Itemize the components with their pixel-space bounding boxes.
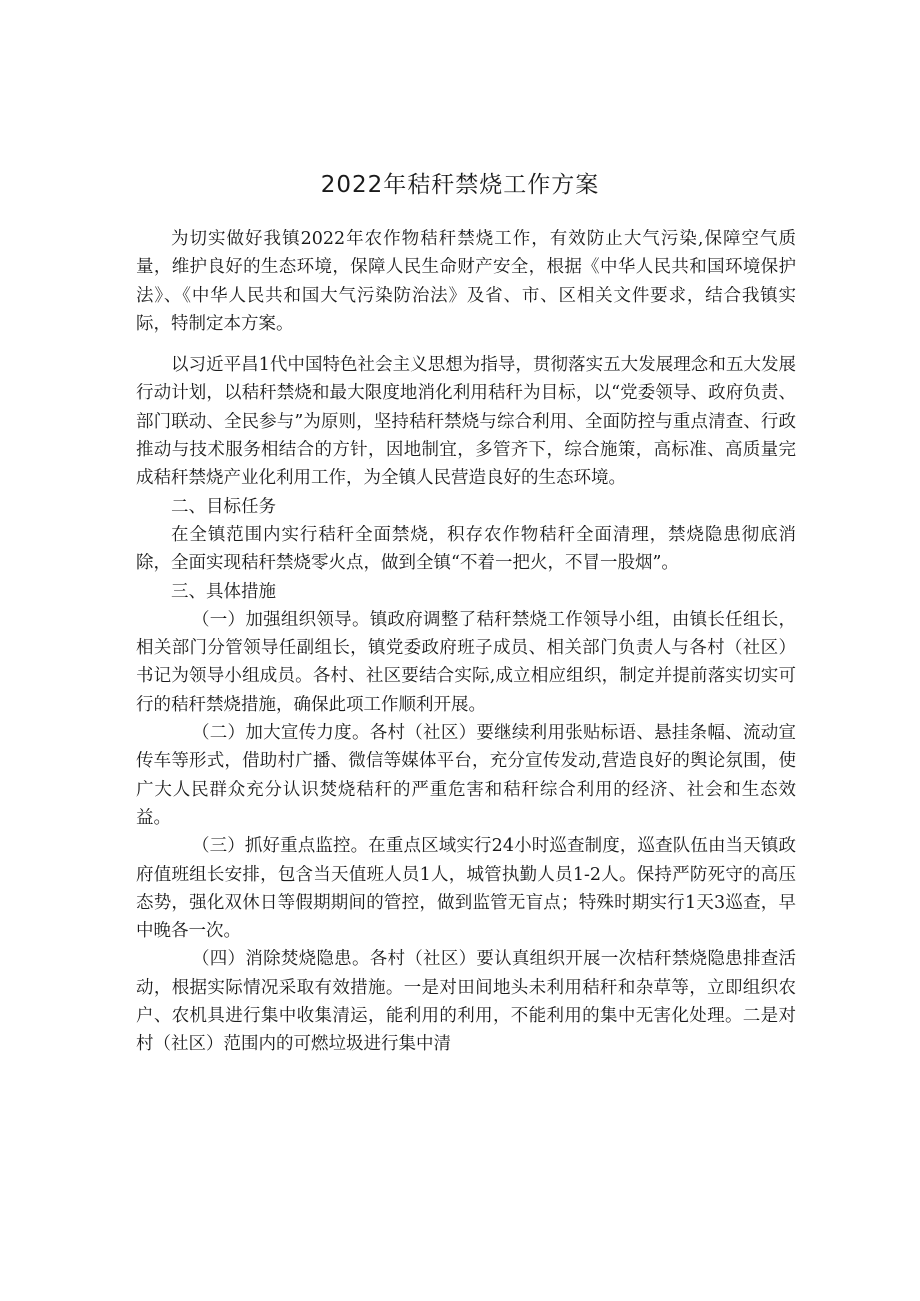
- measure-paragraph-2: （二）加大宣传力度。各村（社区）要继续利用张贴标语、悬挂条幅、流动宣传车等形式，借助村广播、微信等媒体平台，充分宣传发动,营造良好的舆论氛围，使广大人民群众充分认识焚烧秸秆的严重危害和秸秆综合利用的经济、社会和生态效益。: [136, 723, 796, 828]
- measure-paragraph-4: （四）消除焚烧隐患。各村（社区）要认真组织开展一次桔秆禁烧隐患排查活动，根据实际情况采取有效措施。一是对田间地头未利用秸秆和杂草等，立即组织农户、农机具进行集中收集清运，能利用的利用，不能利用的集中无害化处理。二是对村（社区）范围内的可燃垃圾进行集中清: [136, 949, 796, 1055]
- section-heading-measures: 三、具体措施: [171, 581, 276, 602]
- paragraph-gap: [136, 338, 796, 351]
- targets-paragraph: 在全镇范围内实行秸秆全面禁烧，积存农作物秸秆全面清理，禁烧隐患彻底消除，全面实现秸秆禁烧零火点，做到全镇“不着一把火，不冒一股烟”。: [136, 524, 796, 574]
- section-heading-targets: 二、目标任务: [171, 496, 276, 517]
- measure-paragraph-3: （三）抓好重点监控。在重点区域实行24小时巡查制度，巡查队伍由当天镇政府值班组长安排，包含当天值班人员1人，城管执勤人员1-2人。保持严防死守的高压态势，强化双休日等假期期间的管控，做到监管无盲点；特殊时期实行1天3巡查，早中晚各一次。: [136, 836, 796, 942]
- intro-paragraph: 为切实做好我镇2022年农作物秸秆禁烧工作，有效防止大气污染,保障空气质量，维护良好的生态环境，保障人民生命财产安全，根据《中华人民共和国环境保护法》、《中华人民共和国大气污染防治法》及省、市、区相关文件要求，结合我镇实际，特制定本方案。: [136, 229, 796, 334]
- document-title: 2022年秸秆禁烧工作方案: [320, 172, 600, 198]
- document-body: [136, 225, 796, 1059]
- measure-paragraph-1: （一）加强组织领导。镇政府调整了秸秆禁烧工作领导小组，由镇长任组长，相关部门分管领导任副组长，镇党委政府班子成员、相关部门负责人与各村（社区）书记为领导小组成员。各村、社区要结合实际,成立相应组织，制定并提前落实切实可行的秸秆禁烧措施，确保此项工作顺利开展。: [136, 609, 796, 715]
- guiding-paragraph: 以习近平昌1代中国特色社会主义思想为指导，贯彻落实五大发展理念和五大发展行动计划，以秸秆禁烧和最大限度地消化利用秸秆为目标，以“党委领导、政府负责、部门联动、全民参与”为原则，坚持秸秆禁烧与综合利用、全面防控与重点清查、行政推动与技术服务相结合的方针，因地制宜，多管齐下，综合施策，高标准、高质量完成秸秆禁烧产业化利用工作，为全镇人民营造良好的生态环境。: [136, 355, 796, 489]
